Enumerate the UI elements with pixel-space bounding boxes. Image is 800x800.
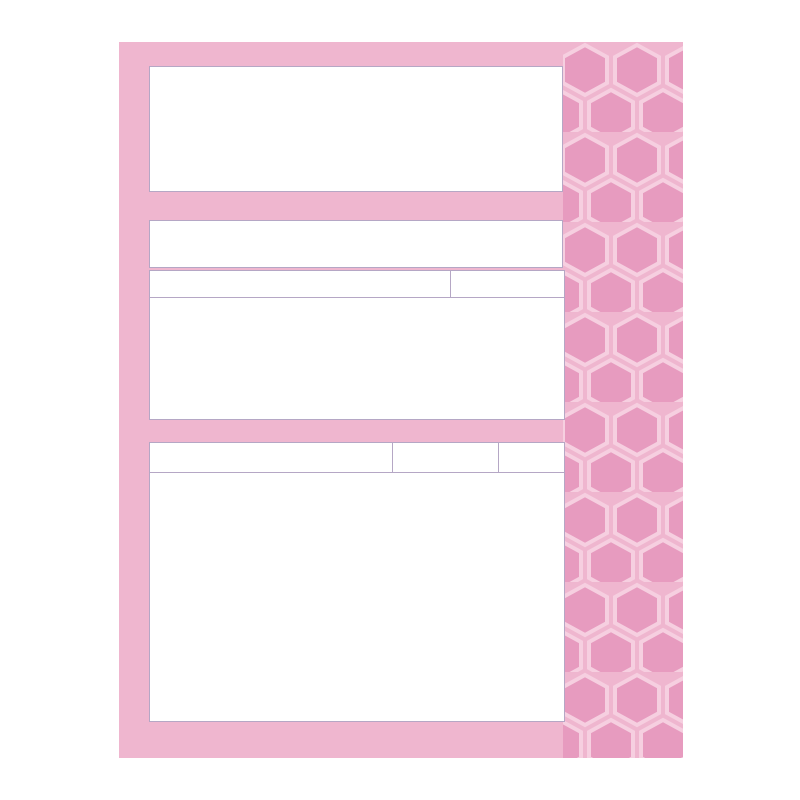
- ingredients-box: [149, 66, 563, 192]
- mezcla-header: [150, 443, 564, 473]
- nutrition-table: [149, 270, 565, 420]
- honeycomb-pattern: [563, 42, 683, 758]
- product-label: [119, 42, 683, 758]
- mezcla-table: [149, 442, 565, 722]
- portion-box: [149, 220, 563, 268]
- nutrition-header: [150, 271, 564, 298]
